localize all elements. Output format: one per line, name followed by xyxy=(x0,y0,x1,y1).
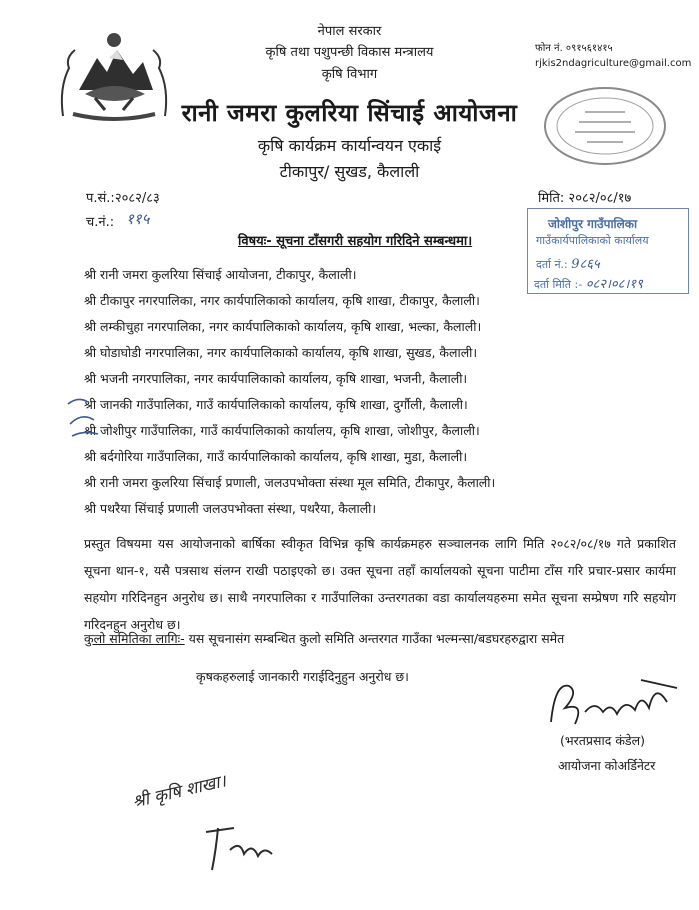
kulo-line-1 xyxy=(84,630,564,647)
letter-cn-handwritten: ११५ xyxy=(126,210,150,228)
recipient-line: श्री रानी जमरा कुलरिया सिंचाई आयोजना, टीकापुर, कैलाली। xyxy=(84,267,357,282)
stamp-office-sub: गाउँकार्यपालिकाको कार्यालय xyxy=(536,234,649,247)
body-paragraph: प्रस्तुत विषयमा यस आयोजनाको बार्षिका स्वीकृत विभिन्न कृषि कार्यक्रमहरु सञ्चालनक लागि मिति २०८२/०८/१७ गते प्रकाशित सूचना थान-१, यसै पत्रसाथ संलग्न राखी पठाइएको छ। उक्त सूचना तहाँ कार्यालयको सूचना पाटीमा टाँस गरि प्रचार-प्रसार कार्यमा सहयोग गरिदिनहुन अनुरोध छ। साथै नगरपालिका र गाउँपालिका उन्तरगतका वडा कार्यालयहरुमा समेत सूचना सम्प्रेषण गरि सहयोग गरिदनहुन अनुरोध छ। xyxy=(84,536,676,632)
unit-line: कृषि कार्यक्रम कार्यान्वयन एकाई xyxy=(257,136,442,155)
letter-cn-label: च.नं.: xyxy=(86,215,115,230)
stamp-darta-date-label: दर्ता मिति :- xyxy=(534,278,583,291)
stamp-darta-no-value: 9८६५ xyxy=(571,257,600,272)
letter-subject: विषयः- सूचना टाँसगरी सहयोग गरिदिने सम्बन्धमा। xyxy=(238,234,473,249)
recipient-line: श्री बर्दगोरिया गाउँपालिका, गाउँ कार्यपालिकाको कार्यालय, कृषि शाखा, मुडा, कैलाली। xyxy=(84,449,468,464)
email-address: rjkis2ndagriculture@gmail.com xyxy=(535,58,692,69)
handwritten-initials-icon xyxy=(200,820,280,880)
stamp-darta-date xyxy=(534,274,643,292)
location-line: टीकापुर/ सुखड, कैलाली xyxy=(279,162,420,181)
receipt-stamp xyxy=(527,208,689,294)
recipient-line: श्री जोशीपुर गाउँपालिका, गाउँ कार्यपालिकाको कार्यालय, कृषि शाखा, जोशीपुर, कैलाली। xyxy=(84,423,480,438)
recipient-line: श्री घोडाघोडी नगरपालिका, नगर कार्यपालिकाको कार्यालय, कृषि शाखा, सुखड, कैलाली। xyxy=(84,345,478,360)
kulo-text-1: यस सूचनासंग सम्बन्धित कुलो समिति अन्तरगत गाउँका भल्मन्सा/बडघरहरुद्वारा समेत xyxy=(188,631,565,646)
office-seal-icon xyxy=(535,82,675,170)
recipient-line: श्री भजनी नगरपालिका, नगर कार्यपालिकाको कार्यालय, कृषि शाखा, भजनी, कैलाली। xyxy=(84,371,468,386)
handwritten-note: श्री कृषि शाखा। xyxy=(130,771,228,813)
recipient-line: श्री रानी जमरा कुलरिया सिंचाई प्रणाली, जलउपभोक्ता संस्था मूल समिति, टीकापुर, कैलाली। xyxy=(84,475,496,490)
signature-icon xyxy=(545,672,685,738)
stamp-darta-no-label: दर्ता नं.: xyxy=(536,258,568,271)
recipient-line: श्री टीकापुर नगरपालिका, नगर कार्यपालिकाको कार्यालय, कृषि शाखा, टीकापुर, कैलाली। xyxy=(84,293,480,308)
recipient-line: श्री जानकी गाउँपालिका, गाउँ कार्यपालिकाको कार्यालय, कृषि शाखा, दुर्गौली, कैलाली। xyxy=(84,397,468,412)
kulo-label: कुलो समितिका लागिः- xyxy=(84,631,185,646)
stamp-darta-no xyxy=(536,254,600,272)
project-title: रानी जमरा कुलरिया सिंचाई आयोजना xyxy=(181,99,518,127)
gov-line: नेपाल सरकार xyxy=(317,24,382,39)
recipient-line: श्री लम्कीचुहा नगरपालिका, नगर कार्यपालिकाको कार्यालय, कृषि शाखा, भल्का, कैलाली। xyxy=(84,319,482,334)
kulo-text-2: कृषकहरुलाई जानकारी गराईदिनुहुन अनुरोध छ। xyxy=(196,669,409,684)
letter-date: मिति: २०८२/०८/१७ xyxy=(538,191,632,206)
pen-tick-icon xyxy=(64,394,104,444)
stamp-office: जोशीपुर गाउँपालिका xyxy=(548,217,638,231)
ministry-line: कृषि तथा पशुपन्छी विकास मन्त्रालय xyxy=(265,45,434,60)
signatory-name: (भरतप्रसाद कंडेल) xyxy=(560,733,645,748)
recipient-line: श्री पथरैया सिंचाई प्रणाली जलउपभोक्ता संस्था, पथरैया, कैलाली। xyxy=(84,501,377,516)
stamp-darta-date-value: ०८२।०८।१९ xyxy=(585,277,643,292)
signatory-title: आयोजना कोअर्डिनेटर xyxy=(558,758,656,773)
department-line: कृषि विभाग xyxy=(321,67,378,82)
phone-number: फोन नं. ०९१५६१४१५ xyxy=(535,43,613,54)
letter-ps-number: प.सं.:२०८२/८३ xyxy=(86,191,160,206)
